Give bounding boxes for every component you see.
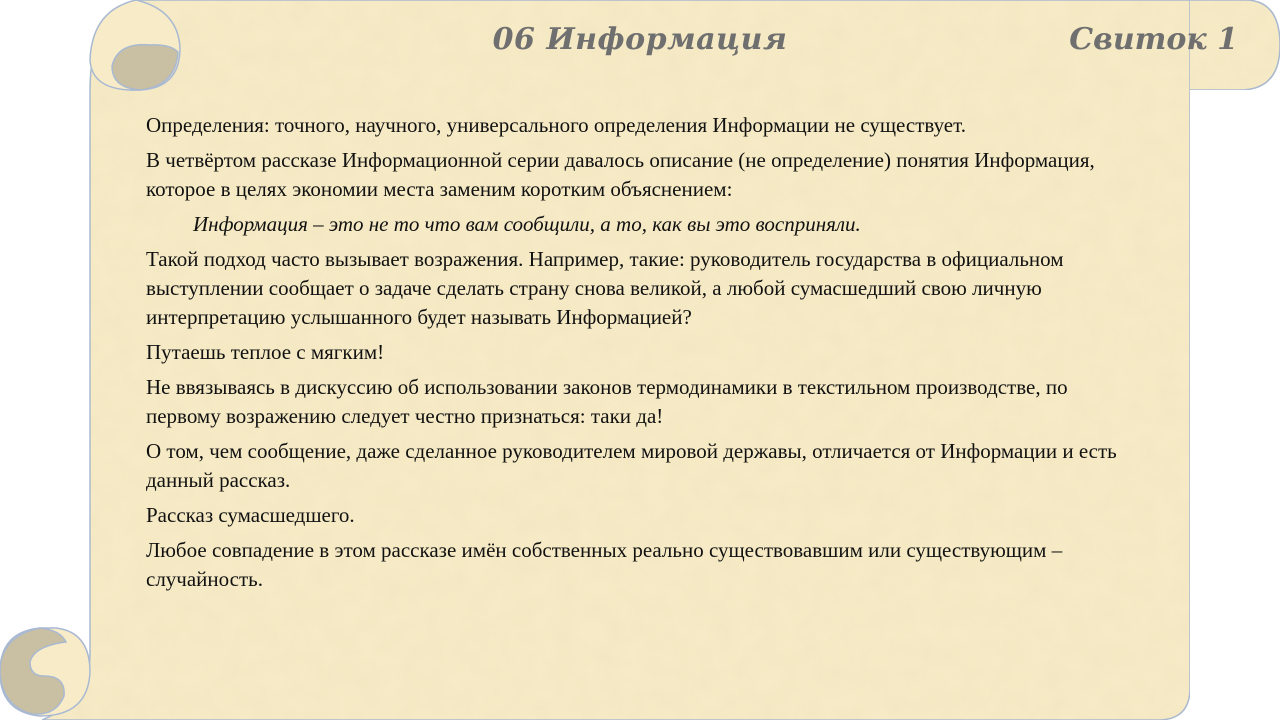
scroll-bottom-curl (0, 628, 90, 716)
scroll-number-label: Свиток 1 (1069, 22, 1238, 57)
slide-title: 06 Информация (492, 22, 788, 57)
paragraph-quote: Информация – это не то что вам сообщили, а то, как вы это восприняли. (193, 212, 861, 236)
paragraph-fourth-story: В четвёртом рассказе Информационной серии давалось описание (не определение) понятия Информация, которое в целях экономии места заменим коротким объяснением: (146, 148, 1095, 201)
paragraph-definitions: Определения: точного, научного, универсального определения Информации не существует. (146, 113, 966, 137)
paragraph-about-story: О том, чем сообщение, даже сделанное руководителем мировой державы, отличается от Информации и есть данный рассказ. (146, 439, 1117, 492)
story-text (146, 111, 1136, 600)
paragraph-retort: Путаешь теплое с мягким! (146, 340, 385, 364)
paragraph-objection: Такой подход часто вызывает возражения. Например, такие: руководитель государства в официальном выступлении сообщает о задаче сделать страну снова великой, а любой сумасшедший свою личную интерпретацию услышанного будет называть Информацией? (146, 247, 1064, 329)
paragraph-story-title: Рассказ сумасшедшего. (146, 503, 355, 527)
paragraph-admission: Не ввязываясь в дискуссию об использовании законов термодинамики в текстильном производстве, по первому возражению следует честно признаться: таки да! (146, 375, 1068, 428)
paragraph-disclaimer: Любое совпадение в этом рассказе имён собственных реально существовавшим или существующим – случайность. (146, 538, 1063, 591)
